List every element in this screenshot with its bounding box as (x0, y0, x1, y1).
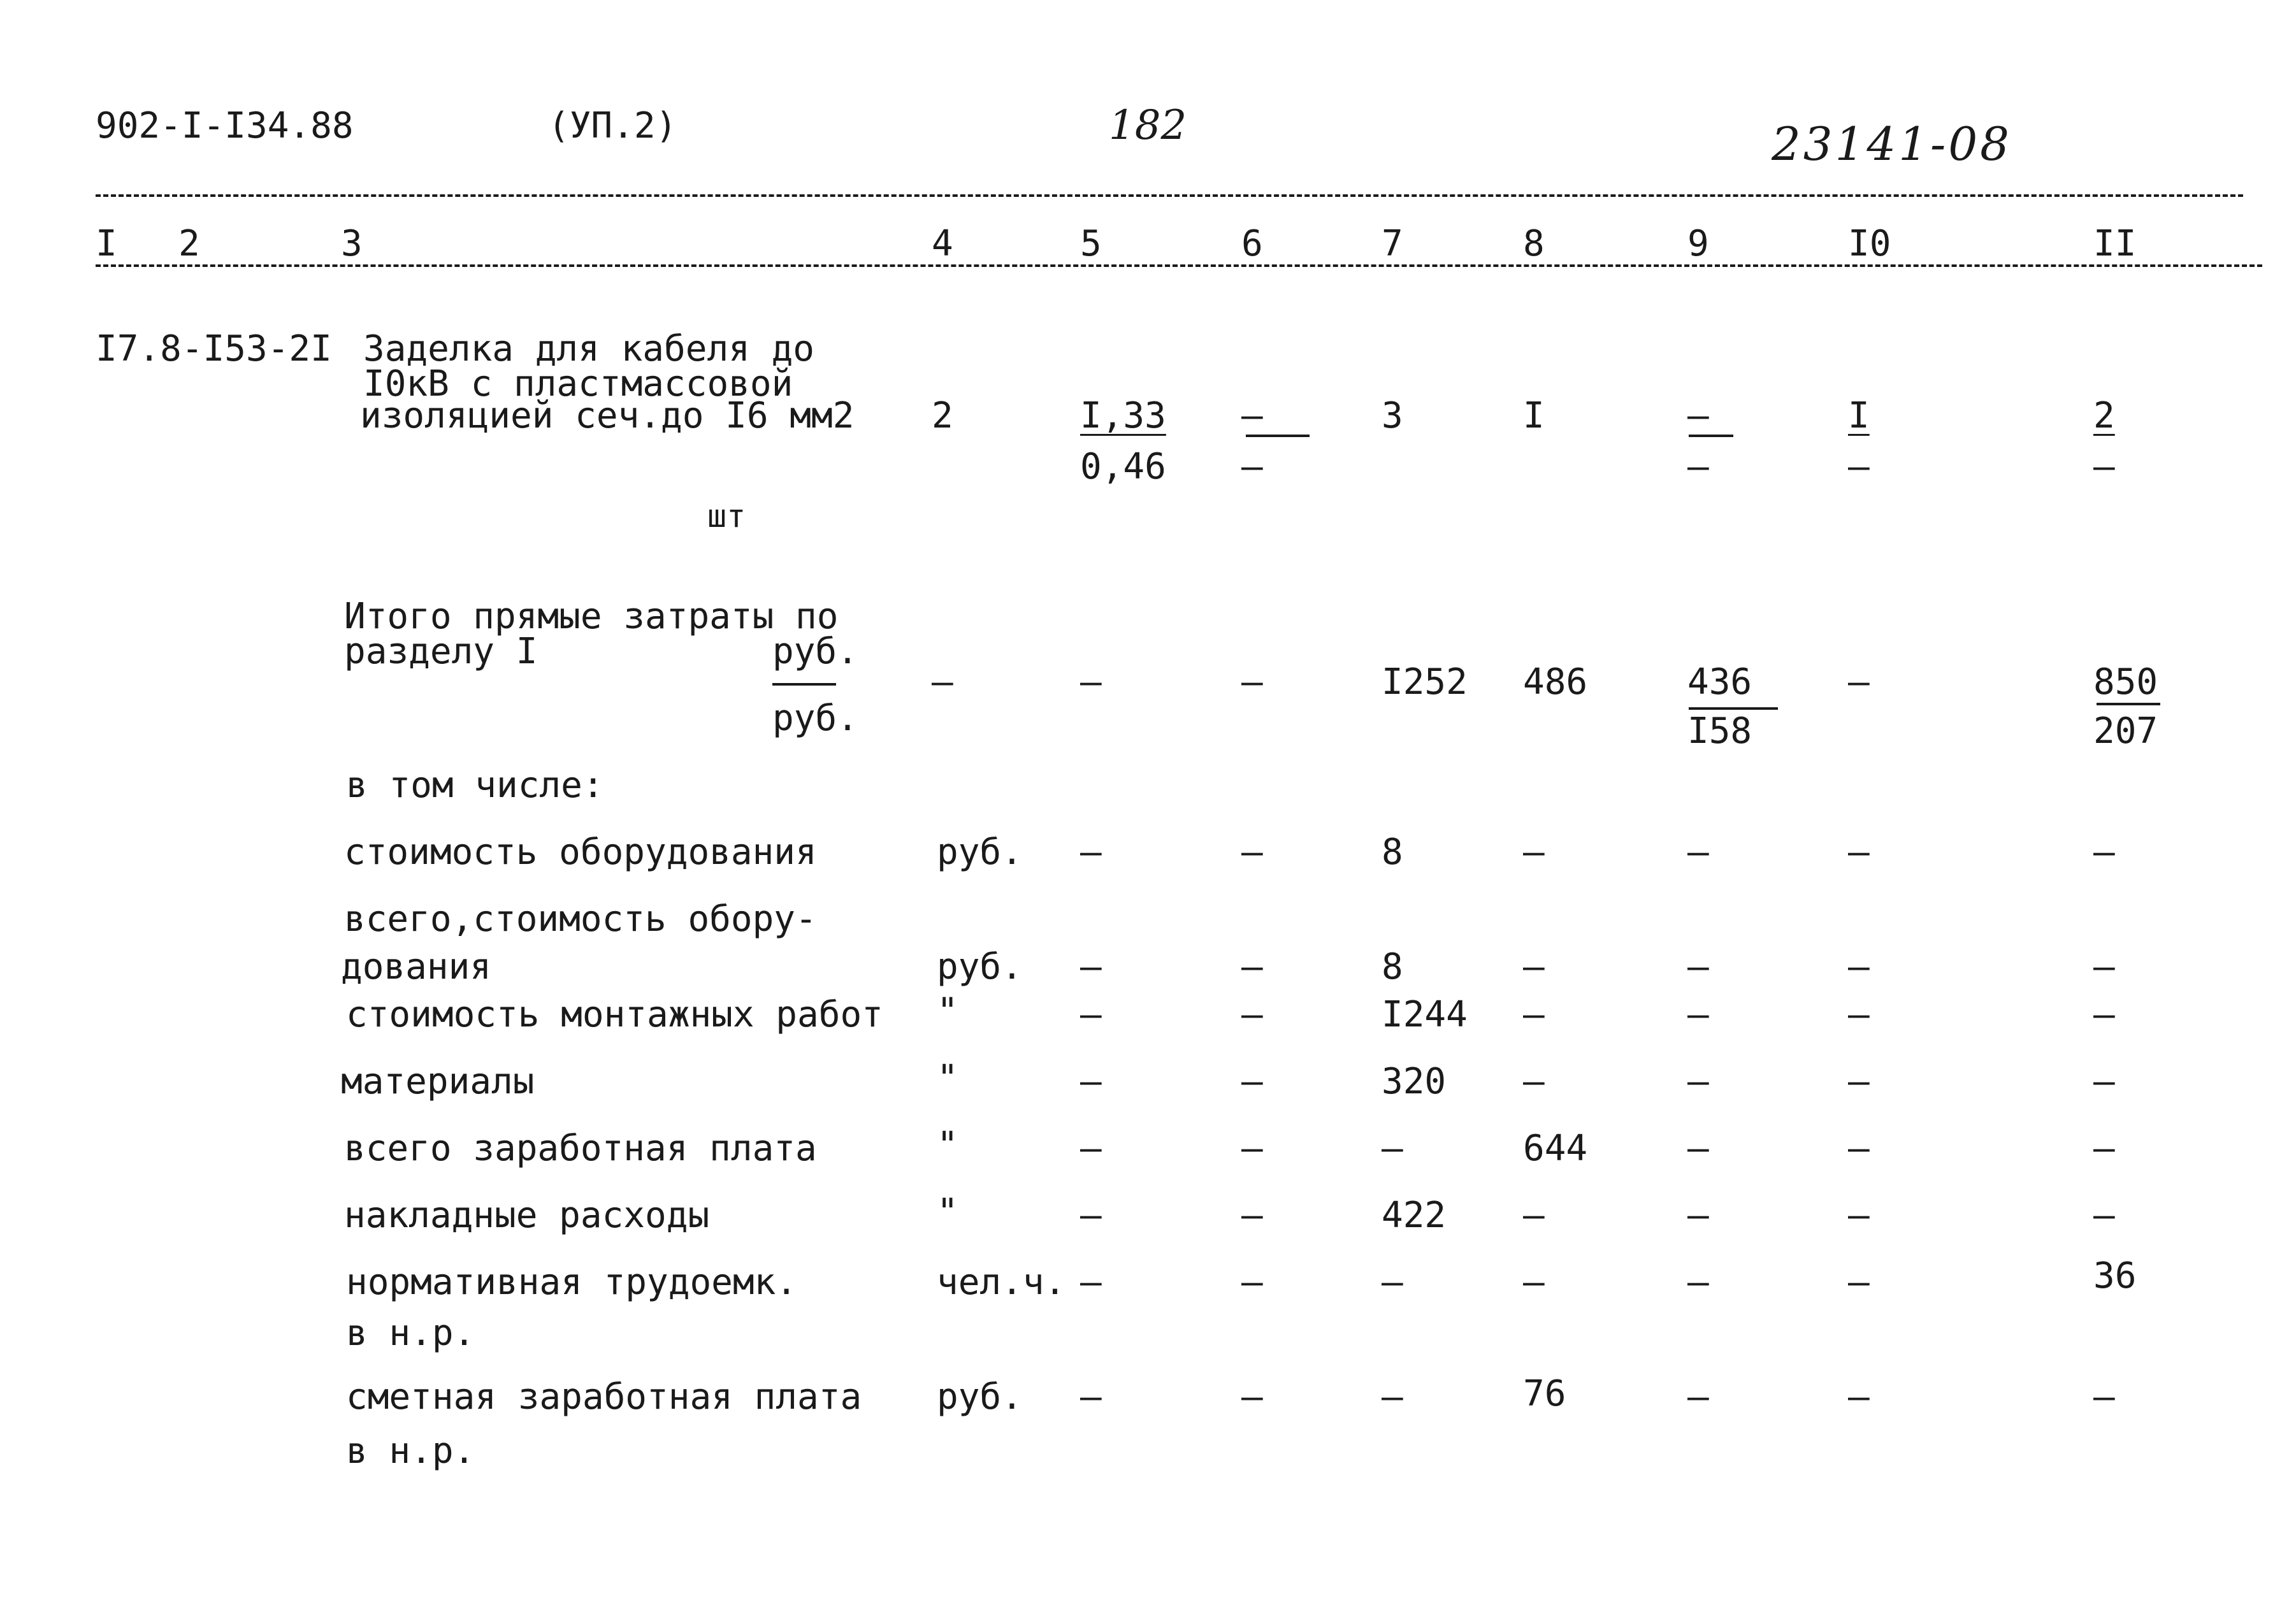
row-col11: 36 (2093, 1255, 2137, 1297)
row-col10: – (1848, 831, 1870, 873)
row-col6: – (1241, 994, 1263, 1035)
item-col5-bottom: 0,46 (1080, 446, 1166, 487)
row-col6: – (1241, 1195, 1263, 1236)
row-col10: – (1848, 1195, 1870, 1236)
column-number: 4 (932, 223, 953, 264)
column-number: 2 (178, 223, 200, 264)
row-col8: 76 (1523, 1373, 1566, 1414)
row-unit: " (937, 991, 958, 1032)
column-number: 8 (1523, 223, 1545, 264)
item-col9-top: – (1687, 395, 1709, 436)
stamp-number: 23141-08 (1772, 117, 2012, 171)
totals-col11-fraction-bar (2097, 703, 2160, 705)
row-col5: – (1080, 946, 1102, 988)
column-number: II (2093, 223, 2137, 264)
row-label-continued: в н.р. (346, 1313, 475, 1354)
row-col6: – (1241, 1128, 1263, 1169)
row-unit: руб. (937, 1376, 1023, 1418)
column-number: I (96, 223, 117, 264)
totals-col6: – (1241, 661, 1263, 703)
row-col9: – (1687, 1262, 1709, 1303)
row-unit: чел.ч. (937, 1262, 1066, 1303)
totals-col11-top: 850 (2093, 661, 2158, 703)
row-col6: – (1241, 831, 1263, 873)
row-col10: – (1848, 946, 1870, 988)
row-col8: – (1523, 1262, 1545, 1303)
row-col10: – (1848, 1376, 1870, 1418)
row-col9: – (1687, 1128, 1709, 1169)
totals-col11-bottom: 207 (2093, 710, 2158, 752)
row-unit: руб. (937, 946, 1023, 988)
item-col5-top: I,33 (1080, 395, 1166, 436)
item-code: I7.8-I53-2I (96, 328, 332, 370)
page-number: 182 (1109, 102, 1187, 149)
totals-label-line: разделу I (344, 631, 538, 672)
row-label: накладные расходы (344, 1195, 710, 1236)
column-number: 7 (1382, 223, 1403, 264)
totals-col7: I252 (1382, 661, 1468, 703)
row-col5: – (1080, 1061, 1102, 1102)
row-col7: – (1382, 1128, 1403, 1169)
totals-col5: – (1080, 661, 1102, 703)
row-col7: I244 (1382, 994, 1468, 1035)
row-label: нормативная трудоемк. (346, 1262, 798, 1303)
item-col11-bottom: – (2093, 446, 2115, 487)
column-number: 3 (341, 223, 363, 264)
totals-col9-fraction-bar (1689, 707, 1778, 710)
header-divider (96, 194, 2243, 197)
item-description-line: Заделка для кабеля до (363, 328, 815, 370)
row-col9: – (1687, 1061, 1709, 1102)
item-col11-top: 2 (2093, 395, 2115, 436)
row-col11: – (2093, 1061, 2115, 1102)
totals-col9-bottom: I58 (1687, 710, 1752, 752)
row-label: всего,стоимость обору- (344, 898, 817, 940)
totals-label-line: Итого прямые затраты по (344, 596, 839, 637)
column-header-divider (96, 264, 2262, 267)
item-col10-bottom: – (1848, 446, 1870, 487)
totals-col4: – (932, 661, 953, 703)
item-col9-bottom: – (1687, 446, 1709, 487)
row-label-continued: в н.р. (346, 1430, 475, 1472)
item-description-line: изоляцией сеч.до I6 мм2 (360, 395, 855, 436)
row-col7: – (1382, 1262, 1403, 1303)
row-label: материалы (341, 1061, 535, 1102)
item-col4: 2 (932, 395, 953, 436)
row-col11: – (2093, 946, 2115, 988)
row-unit: руб. (937, 831, 1023, 873)
row-col10: – (1848, 1128, 1870, 1169)
totals-col9-top: 436 (1687, 661, 1752, 703)
including-label: в том числе: (346, 765, 604, 806)
item-col6-fraction-bar (1246, 435, 1310, 437)
row-unit: " (937, 1191, 958, 1233)
row-col5: – (1080, 994, 1102, 1035)
column-number: I0 (1848, 223, 1891, 264)
row-label: стоимость оборудования (344, 831, 817, 873)
totals-unit-top: руб. (772, 631, 858, 672)
row-col8: – (1523, 1195, 1545, 1236)
row-col7: 8 (1382, 831, 1403, 873)
row-col7: – (1382, 1376, 1403, 1418)
row-col9: – (1687, 946, 1709, 988)
album-label: (УП.2) (548, 105, 677, 147)
row-col9: – (1687, 994, 1709, 1035)
row-col8: – (1523, 831, 1545, 873)
row-col7: 422 (1382, 1195, 1447, 1236)
row-col5: – (1080, 1195, 1102, 1236)
row-col10: – (1848, 994, 1870, 1035)
row-col10: – (1848, 1262, 1870, 1303)
row-unit: " (937, 1125, 958, 1166)
row-col6: – (1241, 1061, 1263, 1102)
item-col9-fraction-bar (1689, 435, 1733, 437)
row-col11: – (2093, 1195, 2115, 1236)
row-col9: – (1687, 831, 1709, 873)
item-description-line: I0кВ с пластмассовой (363, 363, 793, 405)
item-col10-top: I (1848, 395, 1870, 436)
row-col11: – (2093, 1128, 2115, 1169)
column-number: 5 (1080, 223, 1102, 264)
item-unit: шт (707, 498, 746, 535)
item-col8: I (1523, 395, 1545, 436)
row-col8: – (1523, 1061, 1545, 1102)
row-col5: – (1080, 1376, 1102, 1418)
row-col6: – (1241, 946, 1263, 988)
row-col11: – (2093, 994, 2115, 1035)
row-col8: 644 (1523, 1128, 1588, 1169)
row-col5: – (1080, 831, 1102, 873)
totals-unit-bottom: руб. (772, 698, 858, 739)
totals-col10: – (1848, 661, 1870, 703)
item-col6-bottom: – (1241, 446, 1263, 487)
totals-unit-fraction-bar (772, 683, 836, 686)
row-label: стоимость монтажных работ (346, 994, 883, 1035)
row-col8: – (1523, 994, 1545, 1035)
row-col9: – (1687, 1376, 1709, 1418)
column-number: 6 (1241, 223, 1263, 264)
row-col11: – (2093, 831, 2115, 873)
row-col8: – (1523, 946, 1545, 988)
totals-col8: 486 (1523, 661, 1588, 703)
row-unit: " (937, 1058, 958, 1099)
row-col10: – (1848, 1061, 1870, 1102)
row-col5: – (1080, 1262, 1102, 1303)
row-col7: 320 (1382, 1061, 1447, 1102)
row-col5: – (1080, 1128, 1102, 1169)
column-number: 9 (1687, 223, 1709, 264)
row-col7: 8 (1382, 946, 1403, 988)
item-col7: 3 (1382, 395, 1403, 436)
row-col6: – (1241, 1376, 1263, 1418)
row-label: всего заработная плата (344, 1128, 817, 1169)
row-label: сметная заработная плата (346, 1376, 862, 1418)
row-col9: – (1687, 1195, 1709, 1236)
item-col6-top: – (1241, 395, 1263, 436)
document-code: 902-I-I34.88 (96, 105, 354, 147)
row-label-continued: дования (341, 946, 492, 988)
row-col6: – (1241, 1262, 1263, 1303)
row-col11: – (2093, 1376, 2115, 1418)
